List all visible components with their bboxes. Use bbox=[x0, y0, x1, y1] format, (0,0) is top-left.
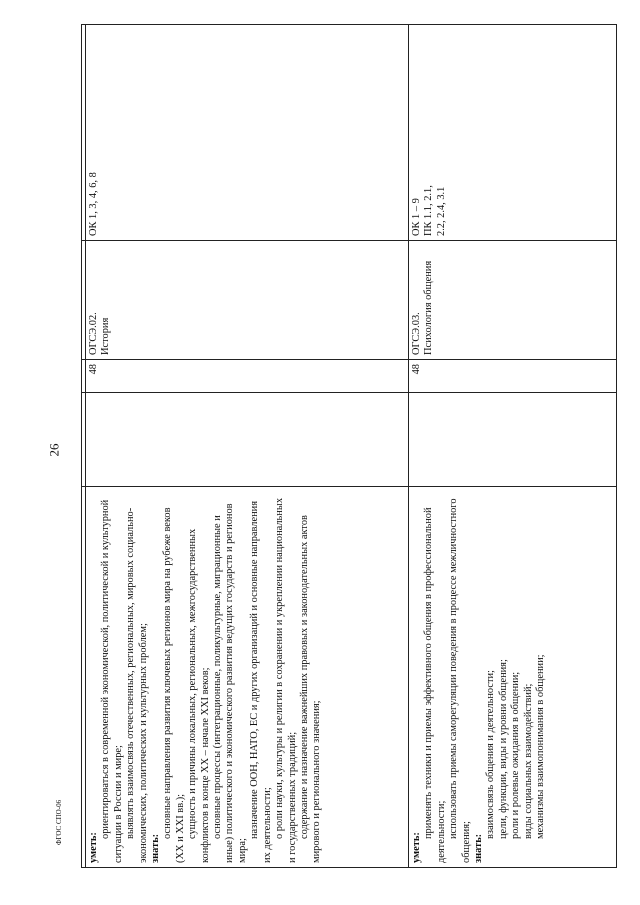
knowledge-item: роли и ролевые ожидания в общении; bbox=[510, 671, 522, 839]
discipline-name: История bbox=[100, 317, 112, 355]
page-number: 26 bbox=[46, 443, 62, 457]
empty-cell bbox=[409, 393, 617, 487]
footer-code: ФГОС СПО-06 bbox=[55, 799, 63, 845]
hours-cell: 48 bbox=[409, 360, 617, 393]
table-row bbox=[409, 25, 617, 868]
znat-label: знать: bbox=[473, 833, 485, 863]
competence-line: 2.2, 2.4, 3.1 bbox=[435, 186, 447, 236]
empty-cell bbox=[86, 393, 409, 487]
discipline-cell bbox=[409, 241, 617, 360]
knowledge-item: цели, функции, виды и уровни общения; bbox=[497, 659, 509, 839]
table-row bbox=[86, 25, 409, 868]
discipline-code: ОГСЭ.02. bbox=[88, 312, 99, 355]
knowledge-item: о роли науки, культуры и религии в сохранении и укреплении национальных и государственных традиций; bbox=[274, 497, 298, 863]
umet-label: уметь: bbox=[411, 832, 422, 863]
knowledge-item: виды социальных взаимодействий; bbox=[522, 683, 534, 839]
znat-label: знать: bbox=[150, 833, 162, 863]
competence-line: ПК 1.1, 2.1, bbox=[423, 185, 435, 236]
skill-item: ориентироваться в современной экономической, политической и культурной ситуации в России и мире; bbox=[100, 499, 124, 863]
competence-line: ОК 1 – 9 bbox=[411, 198, 422, 236]
skill-item: использовать приемы саморегуляции поведения в процессе межличностного общения; bbox=[448, 498, 472, 863]
knowledge-item: назначение ООН, НАТО, ЕС и других организаций и основные направления их деятельности; bbox=[249, 501, 273, 863]
hours-cell: 48 bbox=[86, 360, 409, 393]
competences-cell: ОК 1, 3, 4, 6, 8 bbox=[86, 25, 409, 241]
skills-cell bbox=[86, 487, 409, 868]
skill-item: применять техники и приемы эффективного общения в профессиональной деятельности; bbox=[423, 507, 447, 863]
skills-cell bbox=[409, 487, 617, 868]
knowledge-item: взаимосвязь общения и деятельности; bbox=[485, 670, 497, 839]
curriculum-table bbox=[81, 30, 611, 868]
discipline-cell bbox=[86, 241, 409, 360]
discipline-name: Психология общения bbox=[423, 260, 435, 355]
discipline-code: ОГСЭ.03. bbox=[411, 312, 422, 355]
knowledge-item: основные направления развития ключевых регионов мира на рубеже веков (XX и XXI вв.); bbox=[162, 507, 186, 863]
knowledge-item: механизмы взаимопонимания в общении; bbox=[535, 654, 547, 839]
skill-item: выявлять взаимосвязь отечественных, региональных, мировых социально-экономических, политических и культурных проблем; bbox=[125, 507, 149, 863]
knowledge-item: основные процессы (интеграционные, поликультурные, миграционные и иные) политического и экономического развития ведущих государств и регионов мира; bbox=[212, 503, 248, 863]
knowledge-item: содержание и назначение важнейших правовых и законодательных актов мирового и регионального значения; bbox=[298, 515, 323, 863]
umet-label: уметь: bbox=[88, 832, 99, 863]
knowledge-item: сущность и причины локальных, региональных, межгосударственных конфликтов в конце XX – начале XXI веков; bbox=[187, 528, 211, 863]
competences-cell bbox=[409, 25, 617, 241]
